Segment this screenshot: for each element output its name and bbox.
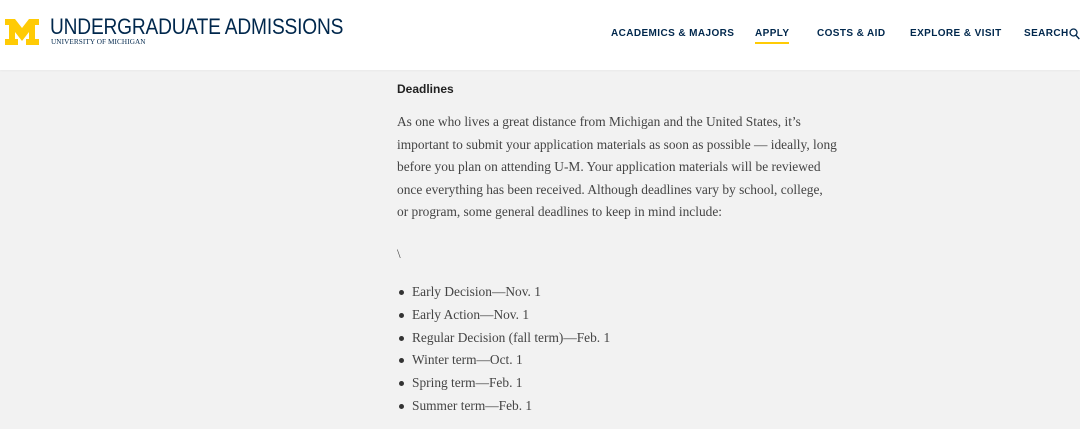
list-item-text: Spring term—Feb. 1 [412, 375, 523, 391]
list-item [412, 304, 837, 327]
list-item [412, 327, 837, 350]
nav-item-explore-visit[interactable]: EXPLORE & VISIT [910, 28, 1002, 39]
bullet-icon [399, 290, 404, 295]
active-nav-underline [755, 42, 789, 44]
nav-item-search[interactable]: SEARCH [1024, 28, 1069, 39]
list-item-text: Regular Decision (fall term)—Feb. 1 [412, 329, 611, 345]
main-content [397, 80, 837, 418]
site-subtitle: UNIVERSITY OF MICHIGAN [51, 38, 146, 46]
bullet-icon [399, 358, 404, 363]
search-icon[interactable] [1069, 28, 1080, 40]
list-item [412, 395, 837, 418]
list-item [412, 281, 837, 304]
list-item-text: Winter term—Oct. 1 [412, 352, 523, 368]
nav-item-academics-majors[interactable]: ACADEMICS & MAJORS [611, 28, 735, 39]
list-item [412, 372, 837, 395]
site-title: UNDERGRADUATE ADMISSIONS [50, 14, 344, 39]
list-item-text: Summer term—Feb. 1 [412, 397, 533, 413]
bullet-icon [399, 336, 404, 341]
main-nav [0, 28, 1080, 42]
stray-backslash: \ [397, 245, 401, 261]
bullet-icon [399, 381, 404, 386]
nav-item-apply[interactable] [755, 28, 789, 40]
nav-item-apply-label: APPLY [755, 28, 790, 39]
bullet-icon [399, 313, 404, 318]
nav-item-costs-aid[interactable]: COSTS & AID [817, 28, 886, 39]
list-item-text: Early Action—Nov. 1 [412, 306, 530, 322]
deadlines-paragraph: As one who lives a great distance from Michigan and the United States, it’s important to submit your application materials as soon as possible — ideally, long before you plan on attending U-M. Your application materials will be reviewed once everything has been received. Although deadlines vary by school, college, or program, some general deadlines to keep in mind include: [397, 114, 837, 220]
list-item-text: Early Decision—Nov. 1 [412, 283, 541, 299]
site-header [0, 0, 1080, 70]
deadline-list [397, 281, 837, 418]
bullet-icon [399, 404, 404, 409]
section-heading: Deadlines [397, 82, 454, 96]
list-item [412, 349, 837, 372]
